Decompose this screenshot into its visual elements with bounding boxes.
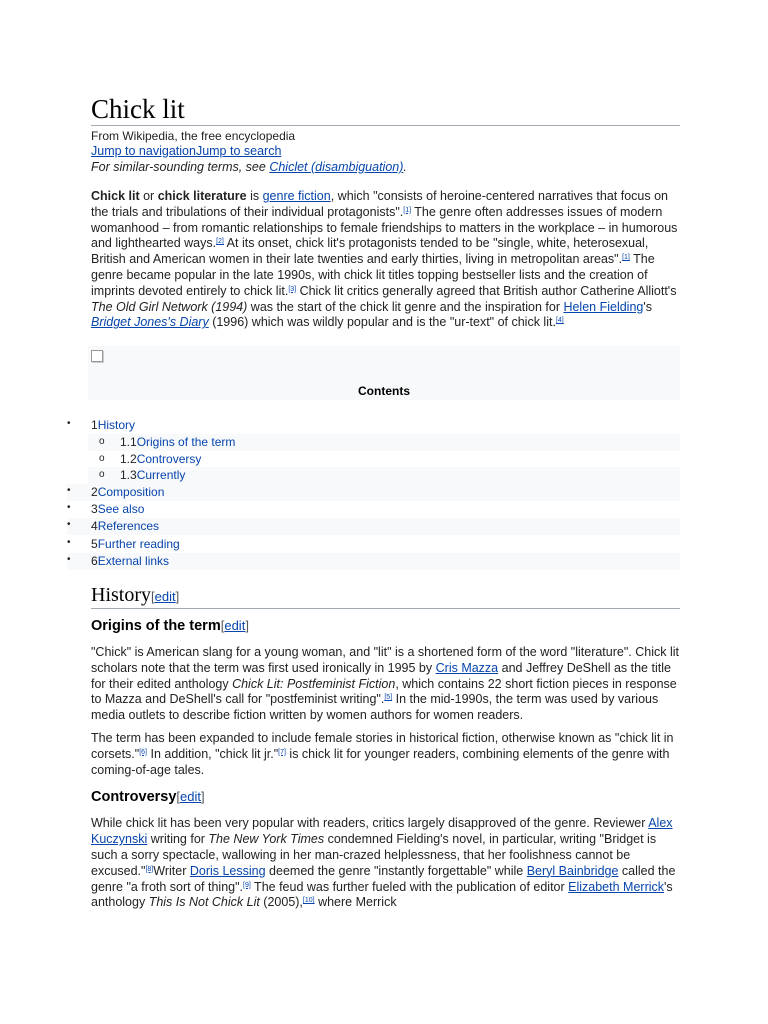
toc-number: 4 bbox=[91, 519, 98, 533]
chiclet-disambiguation-link[interactable]: Chiclet (disambiguation) bbox=[269, 160, 404, 174]
text: was the start of the chick lit genre and the inspiration for bbox=[247, 299, 564, 314]
toc-item-references[interactable] bbox=[67, 518, 680, 535]
page-title: Chick lit bbox=[91, 94, 680, 126]
subsection-heading-text: Controversy bbox=[91, 789, 177, 806]
genre-fiction-link[interactable]: genre fiction bbox=[262, 189, 331, 203]
toc-header bbox=[88, 346, 680, 400]
text: At its onset, chick lit's protagonists tended to be "single, white, heterosexual, British and American women in their late twenties and early thirties, living in metropolitan areas". bbox=[91, 236, 649, 267]
text: where Merrick bbox=[314, 895, 397, 910]
reference-link[interactable]: [1] bbox=[403, 206, 412, 214]
reference-link[interactable]: [10] bbox=[302, 897, 315, 905]
sub-bullet: o bbox=[99, 436, 105, 447]
text: The feud was further fueled with the publication of editor bbox=[250, 879, 569, 894]
toc-item-external-links[interactable] bbox=[67, 553, 680, 570]
text: (2005), bbox=[259, 895, 303, 910]
text: The term has been expanded to include female stories in historical fiction, otherwise known as "chick lit in corsets." bbox=[91, 730, 674, 761]
toc-item-composition[interactable] bbox=[67, 484, 680, 501]
hatnote-suffix: . bbox=[403, 160, 407, 174]
toc-toggle-checkbox[interactable] bbox=[91, 350, 103, 362]
toc-link[interactable]: Controversy bbox=[136, 452, 202, 466]
toc-item-controversy[interactable] bbox=[88, 451, 680, 468]
sub-bullet: o bbox=[99, 469, 105, 480]
text: While chick lit has been very popular with readers, critics largely disapproved of the genre. Reviewer bbox=[91, 816, 649, 831]
italic-title: The Old Girl Network (1994) bbox=[91, 299, 248, 314]
reference-link[interactable]: [6] bbox=[139, 748, 147, 756]
toc-number: 1.1 bbox=[120, 435, 137, 449]
reference-link[interactable]: [1] bbox=[622, 254, 630, 262]
toc-number: 6 bbox=[91, 554, 98, 568]
text: The genre became popular in the late 1990s, with chick lit titles topping bestseller lists and the creation of imprints devoted entirely to chick lit. bbox=[91, 252, 655, 298]
text: called the genre "a froth sort of thing". bbox=[91, 863, 676, 894]
bracket: ] bbox=[201, 789, 205, 805]
origins-paragraph-2 bbox=[91, 731, 680, 778]
bracket: ] bbox=[245, 618, 249, 633]
toc-title: Contents bbox=[358, 384, 410, 398]
bold-term: chick literature bbox=[157, 189, 247, 203]
edit-section bbox=[151, 589, 179, 604]
reference-link[interactable]: [4] bbox=[555, 317, 564, 325]
italic-title: The New York Times bbox=[208, 832, 325, 847]
bullet: • bbox=[67, 554, 71, 565]
toc-link[interactable]: Currently bbox=[136, 468, 186, 482]
edit-section bbox=[176, 789, 204, 804]
toc-item-history[interactable] bbox=[67, 417, 680, 434]
edit-section bbox=[221, 618, 249, 633]
text: is bbox=[246, 189, 263, 203]
text: is chick lit for younger readers, combining elements of the genre with coming-of-age tales. bbox=[91, 746, 670, 777]
helen-fielding-link[interactable]: Helen Fielding bbox=[563, 299, 644, 314]
text: (1996) which was wildly popular and is the "ur-text" of chick lit. bbox=[208, 315, 556, 330]
bullet: • bbox=[67, 418, 71, 429]
reference-link[interactable]: [7] bbox=[278, 748, 286, 756]
controversy-heading bbox=[91, 788, 680, 806]
jump-links bbox=[91, 144, 680, 159]
toc-link[interactable]: References bbox=[97, 519, 160, 533]
text: "Chick" is American slang for a young woman, and "lit" is a shortened form of the word "literature". Chick lit scholars note that the term was first used ironically in 1995 by bbox=[91, 645, 679, 675]
history-heading bbox=[91, 584, 680, 609]
article bbox=[91, 94, 680, 331]
history-section bbox=[91, 584, 680, 911]
table-of-contents bbox=[88, 346, 680, 400]
reference-link[interactable]: [8] bbox=[145, 865, 154, 873]
edit-link[interactable]: edit bbox=[180, 789, 202, 805]
intro-paragraph bbox=[91, 189, 680, 331]
text: and Jeffrey DeShell as the title for their edited anthology bbox=[91, 660, 671, 691]
toc-number: 5 bbox=[91, 537, 98, 551]
controversy-paragraph-1 bbox=[91, 816, 680, 911]
toc-link[interactable]: Further reading bbox=[97, 537, 180, 551]
text: condemned Fielding's novel, in particular, writing "Bridget is such a sorry spectacle, wallowing in her man-crazed helplessness, that her foolishness cannot be excused." bbox=[91, 832, 657, 878]
reference-link[interactable]: [2] bbox=[216, 238, 224, 246]
sub-bullet: o bbox=[99, 453, 105, 464]
text: 's bbox=[643, 299, 653, 314]
bridget-jones-diary-link[interactable]: Bridget Jones's Diary bbox=[91, 315, 209, 330]
text: , which "consists of heroine-centered narratives that focus on the trials and tribulations of their individual protagonists". bbox=[91, 189, 668, 219]
hatnote bbox=[91, 159, 680, 175]
text: In addition, "chick lit jr." bbox=[147, 746, 279, 761]
toc-link[interactable]: External links bbox=[97, 554, 170, 568]
toc-number: 2 bbox=[91, 485, 98, 499]
edit-link[interactable]: edit bbox=[224, 618, 246, 633]
elizabeth-merrick-link[interactable]: Elizabeth Merrick bbox=[568, 879, 665, 894]
toc-item-origins[interactable] bbox=[88, 434, 680, 451]
text: or bbox=[139, 189, 158, 203]
origins-paragraph-1 bbox=[91, 645, 680, 724]
toc-number: 1.3 bbox=[120, 468, 137, 482]
alex-kuczynski-link[interactable]: Alex Kuczynski bbox=[91, 816, 673, 847]
bullet: • bbox=[67, 519, 71, 530]
text: writing for bbox=[147, 832, 209, 847]
reference-link[interactable]: [3] bbox=[288, 285, 297, 293]
text: , which contains 22 short fiction pieces in response to Mazza and DeShell's call for "postfeminist writing". bbox=[91, 676, 677, 707]
toc-number: 3 bbox=[91, 502, 98, 516]
section-heading-text: History bbox=[91, 584, 151, 606]
jump-to-navigation-link[interactable]: Jump to navigation bbox=[91, 144, 196, 158]
bracket: [ bbox=[151, 589, 155, 604]
bold-term: Chick lit bbox=[91, 189, 140, 203]
italic-title: This Is Not Chick Lit bbox=[148, 895, 260, 910]
doris-lessing-link[interactable]: Doris Lessing bbox=[189, 863, 266, 878]
jump-to-search-link[interactable]: Jump to search bbox=[195, 144, 282, 158]
toc-item-currently[interactable] bbox=[88, 467, 680, 484]
italic-title: Chick Lit: Postfeminist Fiction bbox=[232, 676, 396, 691]
bullet: • bbox=[67, 502, 71, 513]
bullet: • bbox=[67, 485, 71, 496]
subsection-heading-text: Origins of the term bbox=[91, 618, 221, 634]
text: 's anthology bbox=[91, 879, 673, 910]
bracket: ] bbox=[175, 589, 180, 604]
reference-link[interactable]: [9] bbox=[243, 881, 251, 889]
text: The genre often addresses issues of modern womanhood – from romantic relationships to female friendships to matters in the workplace – in humorous and lighthearted ways. bbox=[91, 204, 678, 251]
hatnote-prefix: For similar-sounding terms, see bbox=[91, 160, 270, 174]
toc-item-see-also[interactable] bbox=[67, 501, 680, 518]
edit-link[interactable]: edit bbox=[154, 589, 176, 604]
site-tagline: From Wikipedia, the free encyclopedia bbox=[91, 129, 296, 143]
cris-mazza-link[interactable]: Cris Mazza bbox=[435, 660, 499, 675]
bullet: • bbox=[67, 537, 71, 548]
toc-number: 1 bbox=[91, 418, 98, 432]
text: Writer bbox=[153, 863, 190, 878]
text: Chick lit critics generally agreed that British author Catherine Alliott's bbox=[296, 283, 677, 298]
toc-link[interactable]: See also bbox=[97, 502, 145, 516]
origins-heading bbox=[91, 617, 680, 635]
bracket: [ bbox=[176, 789, 181, 805]
reference-link[interactable]: [5] bbox=[384, 694, 393, 702]
text: deemed the genre "instantly forgettable" while bbox=[265, 863, 527, 878]
toc-link[interactable]: Composition bbox=[97, 485, 165, 499]
toc-item-further-reading[interactable] bbox=[67, 536, 680, 553]
toc-link[interactable]: Origins of the term bbox=[136, 435, 236, 449]
toc-number: 1.2 bbox=[120, 452, 137, 466]
bracket: [ bbox=[220, 618, 225, 633]
toc-link[interactable]: History bbox=[97, 418, 136, 432]
beryl-bainbridge-link[interactable]: Beryl Bainbridge bbox=[526, 863, 619, 878]
text: In the mid-1990s, the term was used by various media outlets to describe fiction written by women authors for women readers. bbox=[91, 692, 659, 723]
